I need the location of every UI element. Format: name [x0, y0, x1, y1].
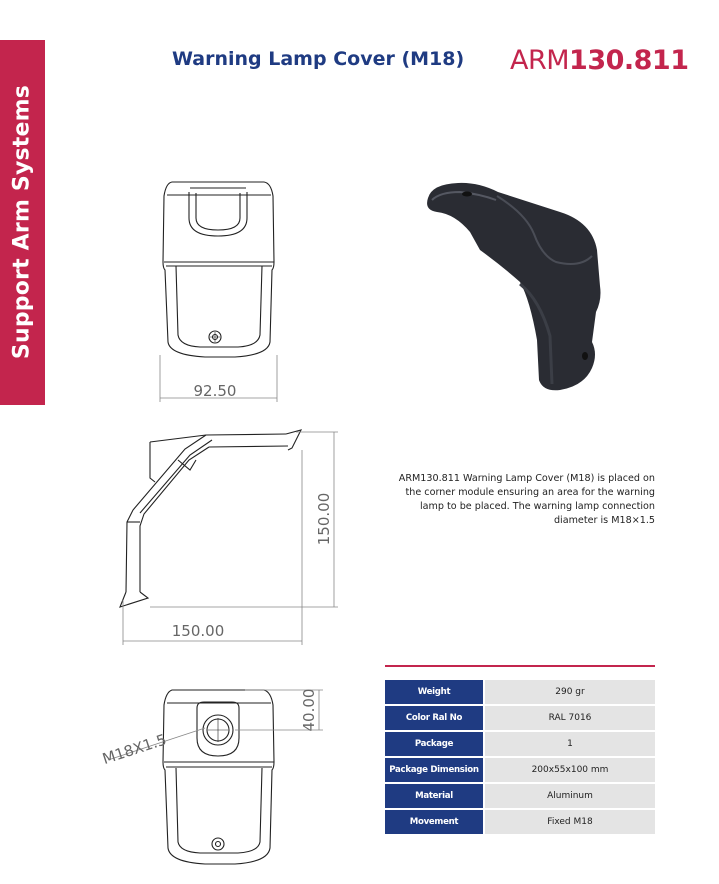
product-code-prefix: ARM: [510, 45, 570, 76]
page-title: Warning Lamp Cover (M18): [172, 48, 465, 70]
table-row: [385, 732, 655, 756]
product-render-image: [427, 183, 600, 390]
side-tab-label: Support Arm Systems: [9, 84, 35, 360]
specs-table: [385, 678, 655, 836]
dim-thread: M18X1.5: [100, 730, 169, 769]
spec-value: Fixed M18: [483, 810, 655, 834]
product-code-number: 130.811: [569, 45, 689, 76]
spec-label: Color Ral No: [385, 706, 483, 730]
dim-top-width: 92.50: [193, 382, 237, 400]
table-row: [385, 758, 655, 782]
top-view-drawing: [160, 182, 277, 402]
side-view-drawing: [120, 430, 338, 645]
specs-divider: [385, 665, 655, 667]
spec-label: Movement: [385, 810, 483, 834]
spec-label: Package Dimension: [385, 758, 483, 782]
spec-label: Package: [385, 732, 483, 756]
spec-value: Aluminum: [483, 784, 655, 808]
product-description: ARM130.811 Warning Lamp Cover (M18) is placed on the corner module ensuring an area for the warning lamp to be placed. The warning lamp connection diameter is M18×1.5: [398, 473, 655, 526]
spec-label: Material: [385, 784, 483, 808]
spec-value: 200x55x100 mm: [483, 758, 655, 782]
dim-bottom-height: 40.00: [300, 688, 318, 732]
spec-value: RAL 7016: [483, 706, 655, 730]
spec-label: Weight: [385, 680, 483, 704]
dim-side-width: 150.00: [171, 622, 225, 640]
spec-value: 290 gr: [483, 680, 655, 704]
table-row: [385, 784, 655, 808]
dim-side-height: 150.00: [315, 492, 333, 546]
spec-value: 1: [483, 732, 655, 756]
table-row: [385, 680, 655, 704]
table-row: [385, 706, 655, 730]
table-row: [385, 810, 655, 834]
bottom-view-drawing: [108, 690, 323, 864]
